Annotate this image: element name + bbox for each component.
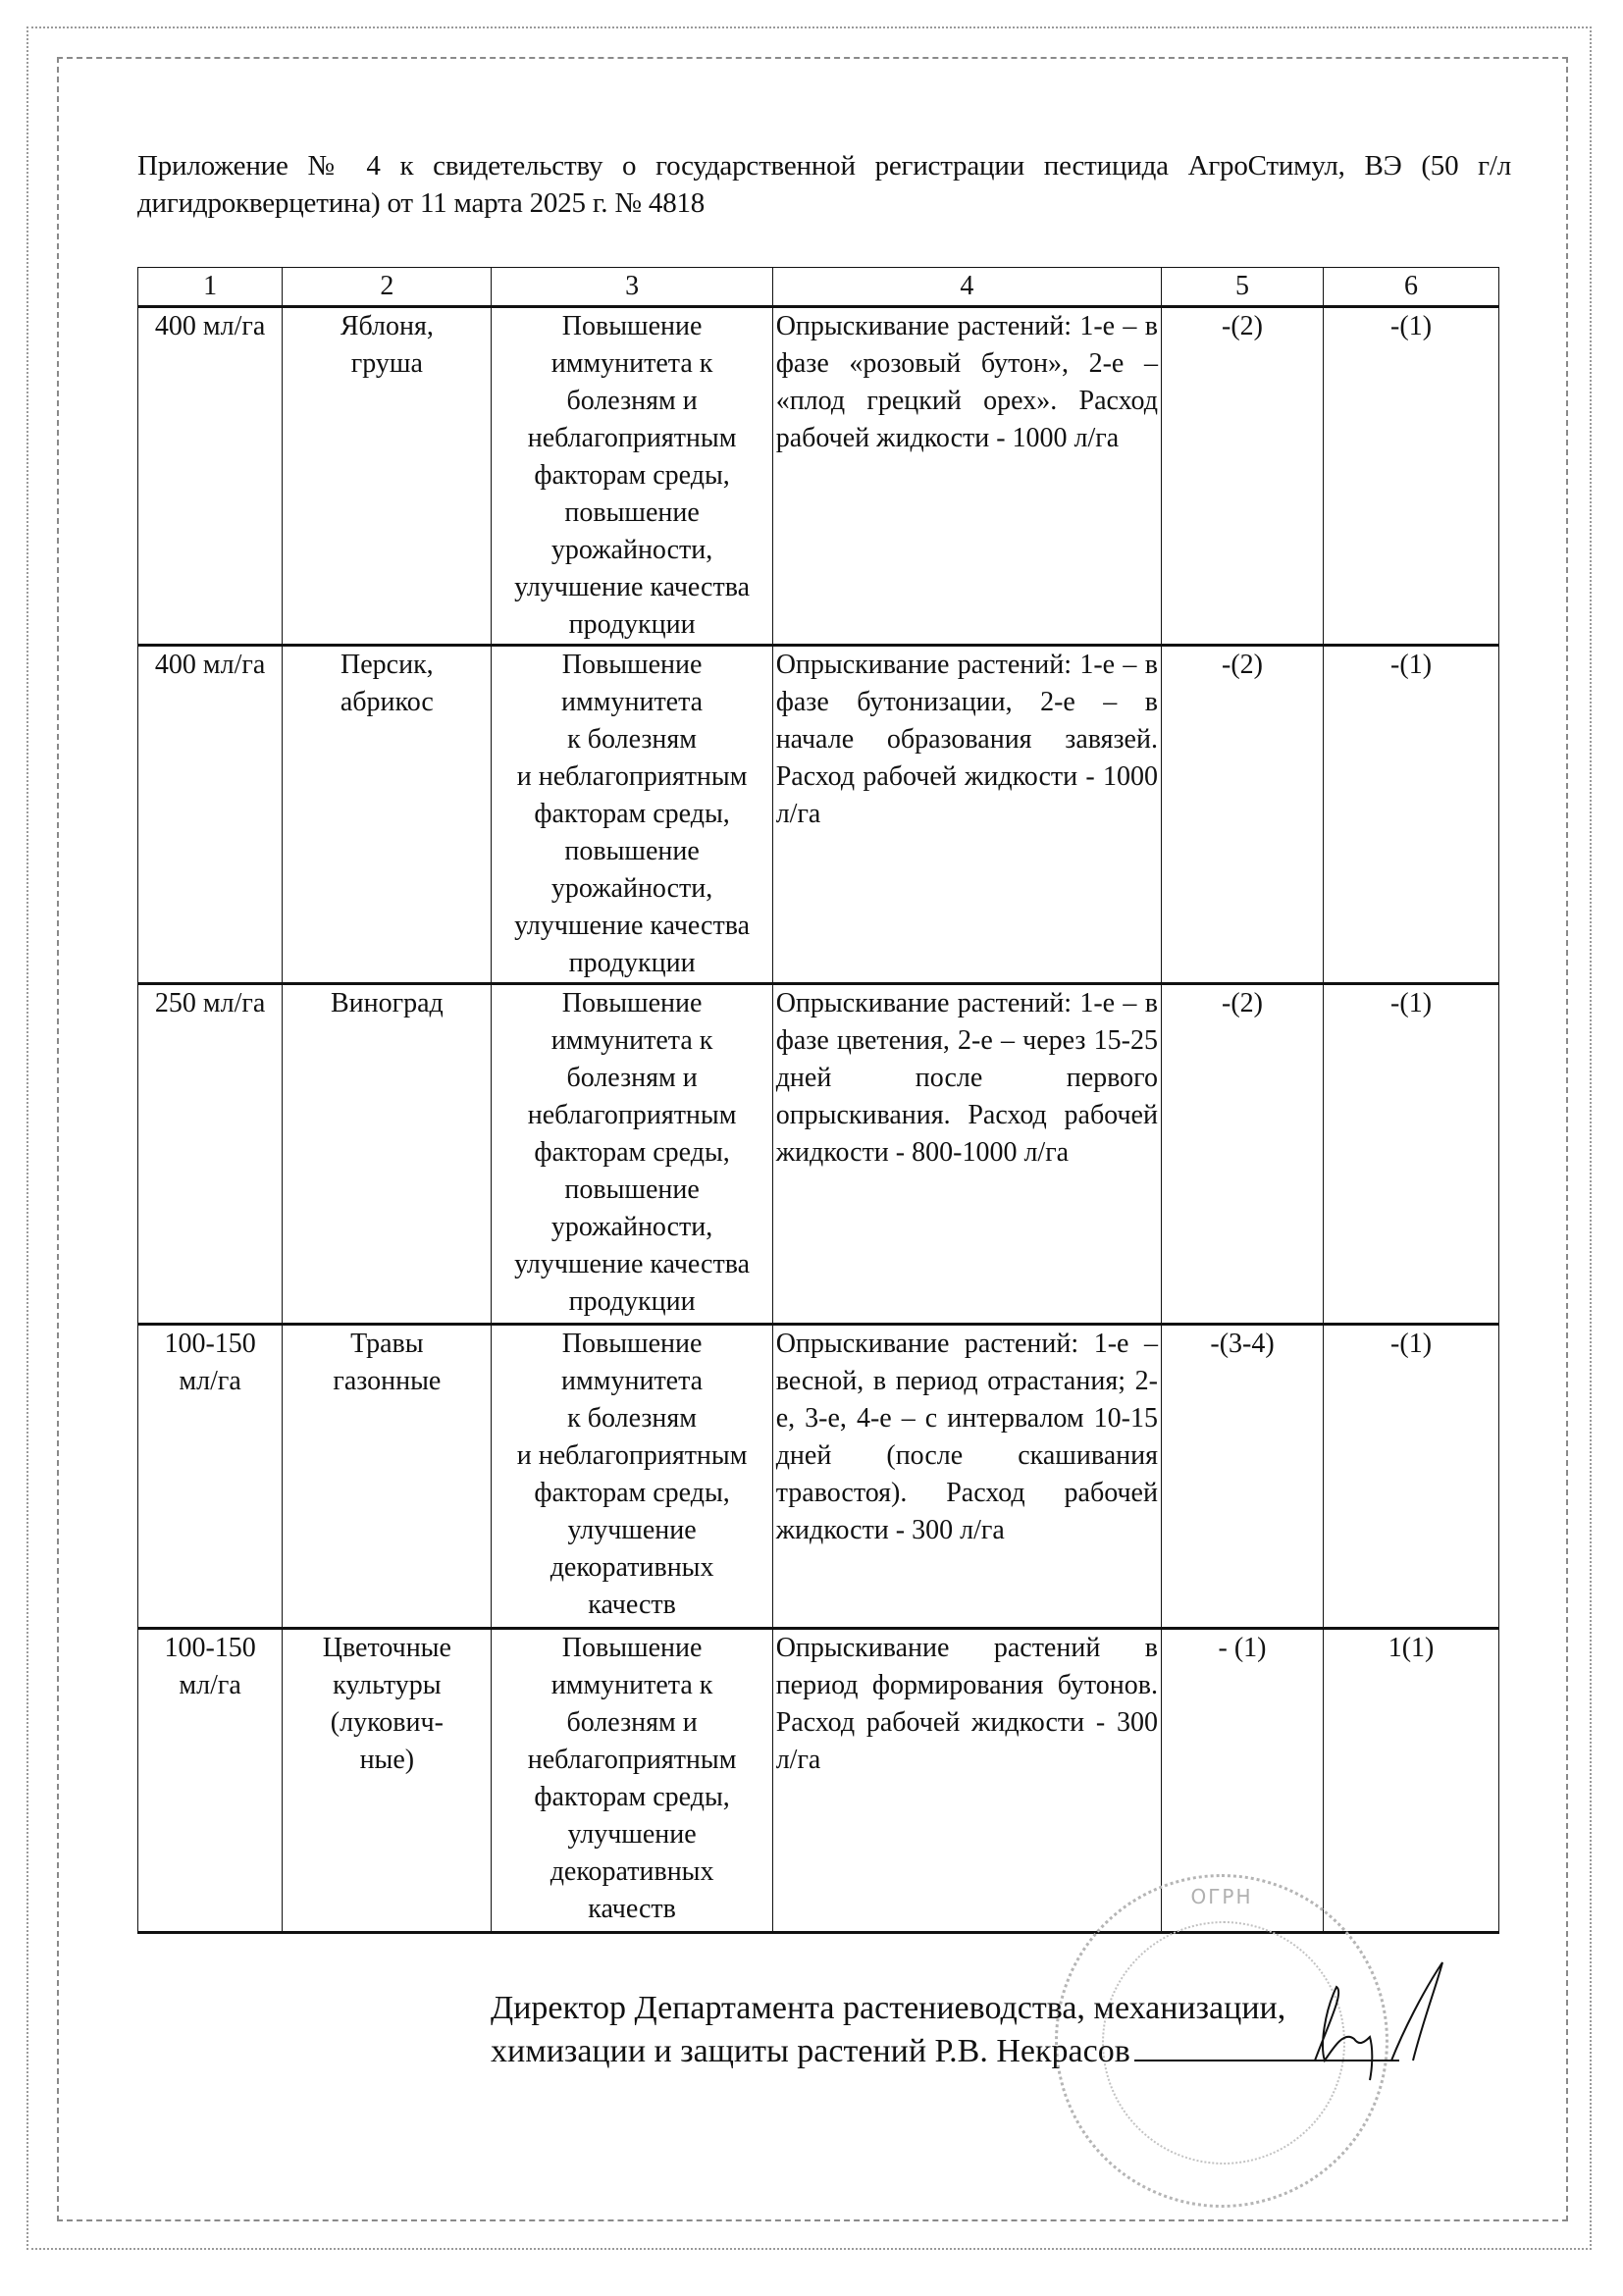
stamp-text: ОГРН bbox=[1190, 1885, 1253, 1908]
cell-method: Опрыскивание растений: 1-е – в фазе «розовый бутон», 2-е – «плод грецкий орех». Расход рабочей жидкости - 1000 л/га bbox=[772, 307, 1161, 646]
table-row bbox=[138, 984, 1499, 1325]
cell-purpose: Повышение иммунитета к болезням и неблагоприятным факторам среды, повышение урожайности, улучшение качества продукции bbox=[492, 984, 772, 1325]
cell-method: Опрыскивание растений: 1-е – в фазе бутонизации, 2-е – в начале образования завязей. Расход рабочей жидкости - 1000 л/га bbox=[772, 646, 1161, 984]
cell-col6: 1(1) bbox=[1324, 1629, 1499, 1933]
signatory-name: химизации и защиты растений Р.В. Некрасов bbox=[491, 2033, 1130, 2069]
cell-col6: -(1) bbox=[1324, 307, 1499, 646]
cell-method: Опрыскивание растений: 1-е – в фазе цветения, 2-е – через 15-25 дней после первого опрыскивания. Расход рабочей жидкости - 800-1000 л/га bbox=[772, 984, 1161, 1325]
signatory-name-line bbox=[491, 2030, 1399, 2073]
cell-col5: -(2) bbox=[1161, 646, 1323, 984]
document-heading: Приложение № 4 к свидетельству о государственной регистрации пестицида АгроСтимул, ВЭ (50 г/л дигидрокверцетина) от 11 марта 2025 г. № 4818 bbox=[137, 150, 1511, 219]
cell-application-rate: 250 мл/га bbox=[138, 984, 283, 1325]
cell-crop: Яблоня, груша bbox=[283, 307, 492, 646]
table-row bbox=[138, 307, 1499, 646]
cell-application-rate: 400 мл/га bbox=[138, 307, 283, 646]
column-header-5: 5 bbox=[1161, 268, 1323, 307]
cell-crop: Цветочные культуры (лукович- ные) bbox=[283, 1629, 492, 1933]
cell-purpose: Повышение иммунитета к болезням и неблагоприятным факторам среды, улучшение декоративных качеств bbox=[492, 1629, 772, 1933]
column-header-6: 6 bbox=[1324, 268, 1499, 307]
cell-application-rate: 400 мл/га bbox=[138, 646, 283, 984]
cell-purpose: Повышение иммунитета к болезням и неблагоприятным факторам среды, повышение урожайности, улучшение качества продукции bbox=[492, 646, 772, 984]
signature-block bbox=[491, 1987, 1399, 2073]
cell-col6: -(1) bbox=[1324, 646, 1499, 984]
cell-col5: -(2) bbox=[1161, 984, 1323, 1325]
signatory-title: Директор Департамента растениеводства, механизации, bbox=[491, 1990, 1286, 2026]
cell-crop: Персик, абрикос bbox=[283, 646, 492, 984]
cell-crop: Виноград bbox=[283, 984, 492, 1325]
cell-application-rate: 100-150 мл/га bbox=[138, 1325, 283, 1629]
cell-col6: -(1) bbox=[1324, 1325, 1499, 1629]
cell-application-rate: 100-150 мл/га bbox=[138, 1629, 283, 1933]
column-header-3: 3 bbox=[492, 268, 772, 307]
cell-col5: -(3-4) bbox=[1161, 1325, 1323, 1629]
registration-table bbox=[137, 267, 1499, 1934]
cell-method: Опрыскивание растений: 1-е – весной, в период отрастания; 2-е, 3-е, 4-е – с интервалом 10-15 дней (после скашивания травостоя). Расход рабочей жидкости - 300 л/га bbox=[772, 1325, 1161, 1629]
cell-crop: Травы газонные bbox=[283, 1325, 492, 1629]
table-row bbox=[138, 1325, 1499, 1629]
cell-purpose: Повышение иммунитета к болезням и неблагоприятным факторам среды, повышение урожайности, улучшение качества продукции bbox=[492, 307, 772, 646]
table-row bbox=[138, 646, 1499, 984]
column-number-row bbox=[138, 268, 1499, 307]
handwritten-signature-icon bbox=[1276, 1953, 1452, 2090]
cell-purpose: Повышение иммунитета к болезням и неблагоприятным факторам среды, улучшение декоративных качеств bbox=[492, 1325, 772, 1629]
cell-col5: - (1) bbox=[1161, 1629, 1323, 1933]
cell-method: Опрыскивание растений в период формирования бутонов. Расход рабочей жидкости - 300 л/га bbox=[772, 1629, 1161, 1933]
column-header-2: 2 bbox=[283, 268, 492, 307]
column-header-4: 4 bbox=[772, 268, 1161, 307]
cell-col6: -(1) bbox=[1324, 984, 1499, 1325]
cell-col5: -(2) bbox=[1161, 307, 1323, 646]
column-header-1: 1 bbox=[138, 268, 283, 307]
